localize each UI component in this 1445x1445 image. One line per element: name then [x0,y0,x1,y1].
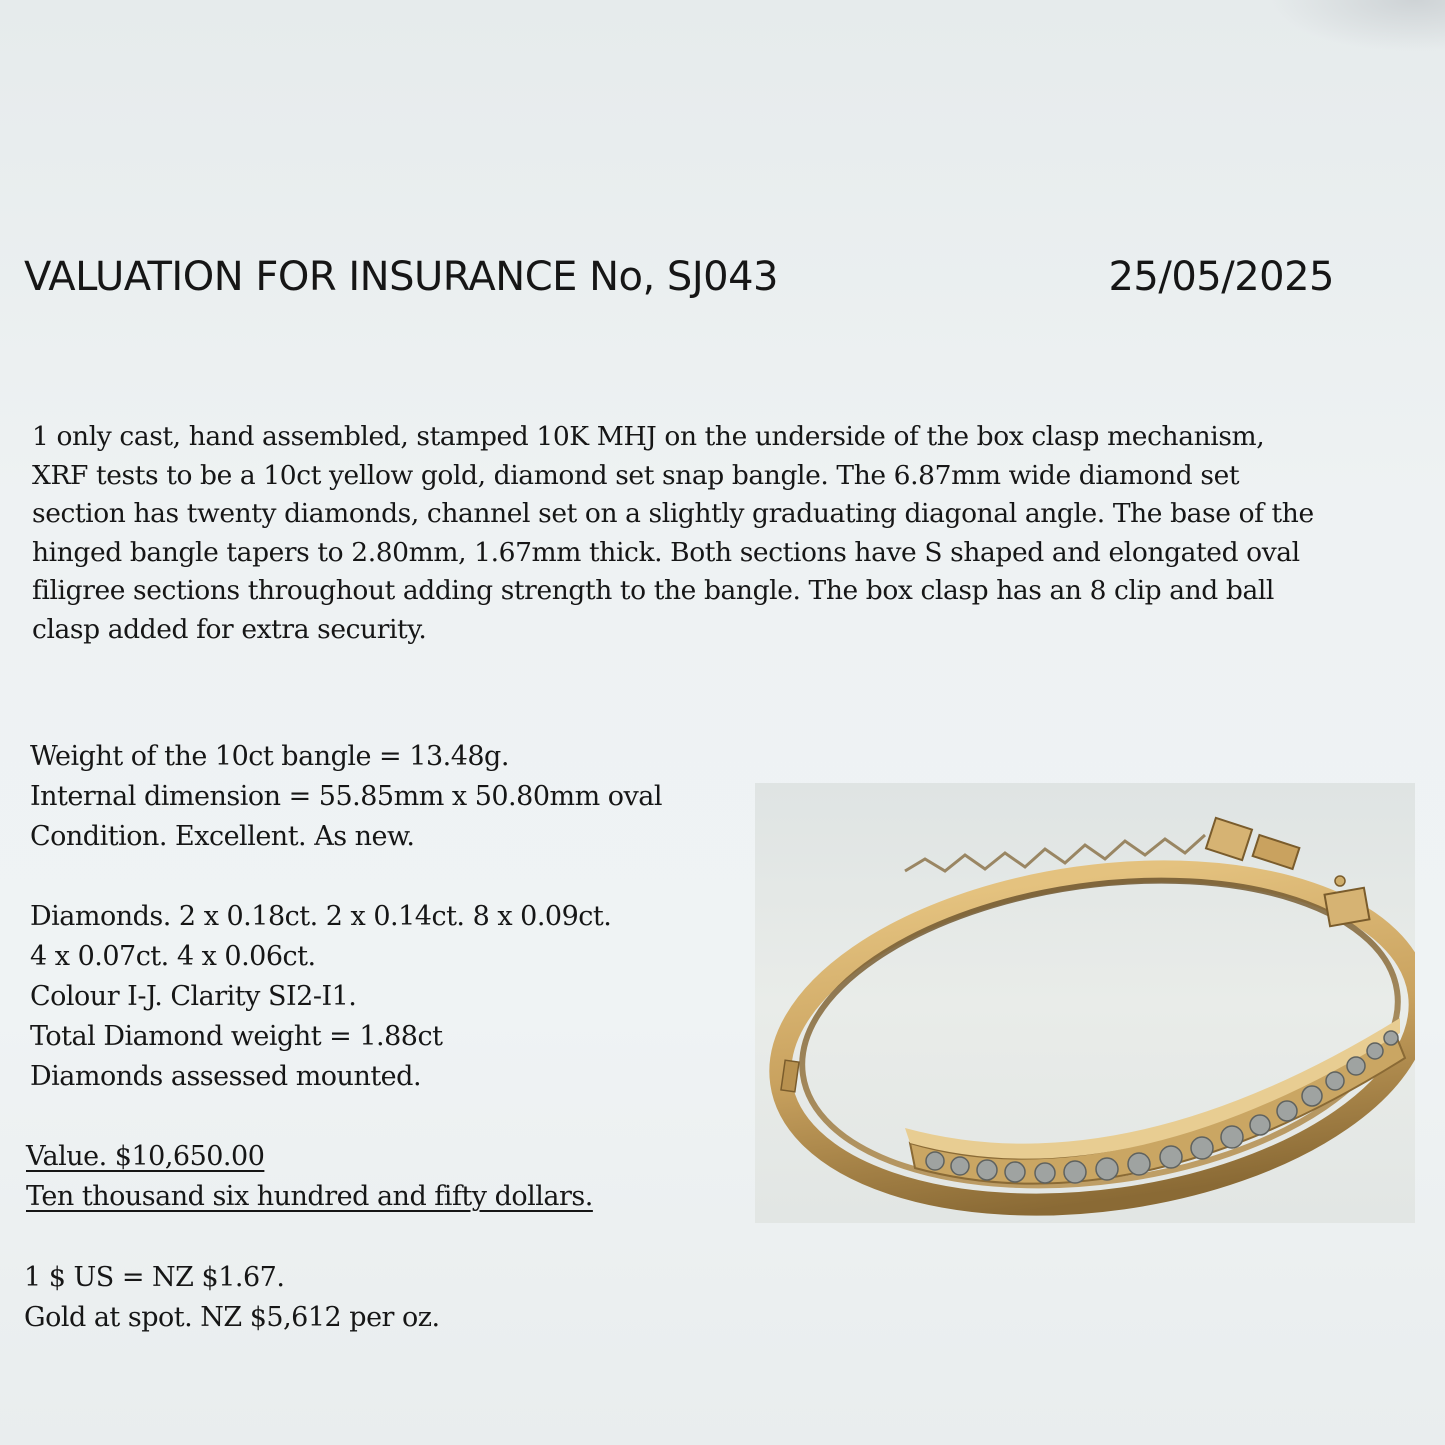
assessed-line: Diamonds assessed mounted. [30,1061,422,1092]
clasp-box [1206,818,1252,860]
diamond [1221,1126,1243,1148]
exchange-info [24,1258,440,1338]
description-line: filigree sections throughout adding strength to the bangle. The box clasp has an 8 clip and ball [32,575,1274,606]
diamond-list-line-2: 4 x 0.07ct. 4 x 0.06ct. [30,941,316,972]
diamond [1277,1101,1297,1121]
diamond-specs [30,897,611,1097]
diamond-list-line-1: Diamonds. 2 x 0.18ct. 2 x 0.14ct. 8 x 0.09ct. [30,901,612,932]
diamond [1160,1146,1182,1168]
description-line: section has twenty diamonds, channel set on a slightly graduating diagonal angle. The base of the [32,498,1314,529]
weight-line: Weight of the 10ct bangle = 13.48g. [30,741,509,772]
description-line: clasp added for extra security. [32,613,427,645]
clasp-ball [1335,876,1345,886]
bangle-photo [755,783,1415,1223]
diamond [1005,1162,1025,1182]
document-date: 25/05/2025 [1108,254,1334,300]
diamond [977,1160,997,1180]
diamond [1384,1031,1398,1045]
gold-spot-line: Gold at spot. NZ $5,612 per oz. [24,1302,440,1333]
value-figure: Value. $10,650.00 [26,1141,265,1172]
exchange-rate-line: 1 $ US = NZ $1.67. [24,1262,285,1293]
diamond [1367,1043,1383,1059]
diamond [1128,1153,1150,1175]
valuation-amount [26,1137,593,1217]
description-line: hinged bangle tapers to 2.80mm, 1.67mm thick. Both sections have S shaped and elongated oval [32,536,1300,568]
document-header [24,254,1344,310]
diamond [1064,1161,1086,1183]
internal-dimension-line: Internal dimension = 55.85mm x 50.80mm oval [30,781,663,812]
clasp-receiver [1325,888,1370,926]
diamond [1326,1072,1344,1090]
condition-line: Condition. Excellent. As new. [30,821,415,852]
document-title: VALUATION FOR INSURANCE No, SJ043 [24,254,778,300]
diamond [1035,1163,1055,1183]
bangle-specs [30,737,662,857]
diamond [1096,1158,1118,1180]
description-line: XRF tests to be a 10ct yellow gold, diamond set snap bangle. The 6.87mm wide diamond set [32,459,1240,491]
diamond [1250,1115,1270,1135]
diamond [951,1157,969,1175]
total-diamond-weight-line: Total Diamond weight = 1.88ct [30,1021,443,1052]
clasp-tongue [1253,835,1300,869]
diamond [1191,1137,1213,1159]
background-glare [1245,0,1445,60]
value-in-words: Ten thousand six hundred and fifty dollars. [26,1181,593,1212]
diamond [1347,1057,1365,1075]
item-description [32,418,1427,649]
colour-clarity-line: Colour I-J. Clarity SI2-I1. [30,981,357,1012]
diamond [926,1152,944,1170]
description-line: 1 only cast, hand assembled, stamped 10K MHJ on the underside of the box clasp mechanism, [32,421,1265,452]
diamond [1302,1086,1322,1106]
bangle-illustration [755,783,1415,1223]
